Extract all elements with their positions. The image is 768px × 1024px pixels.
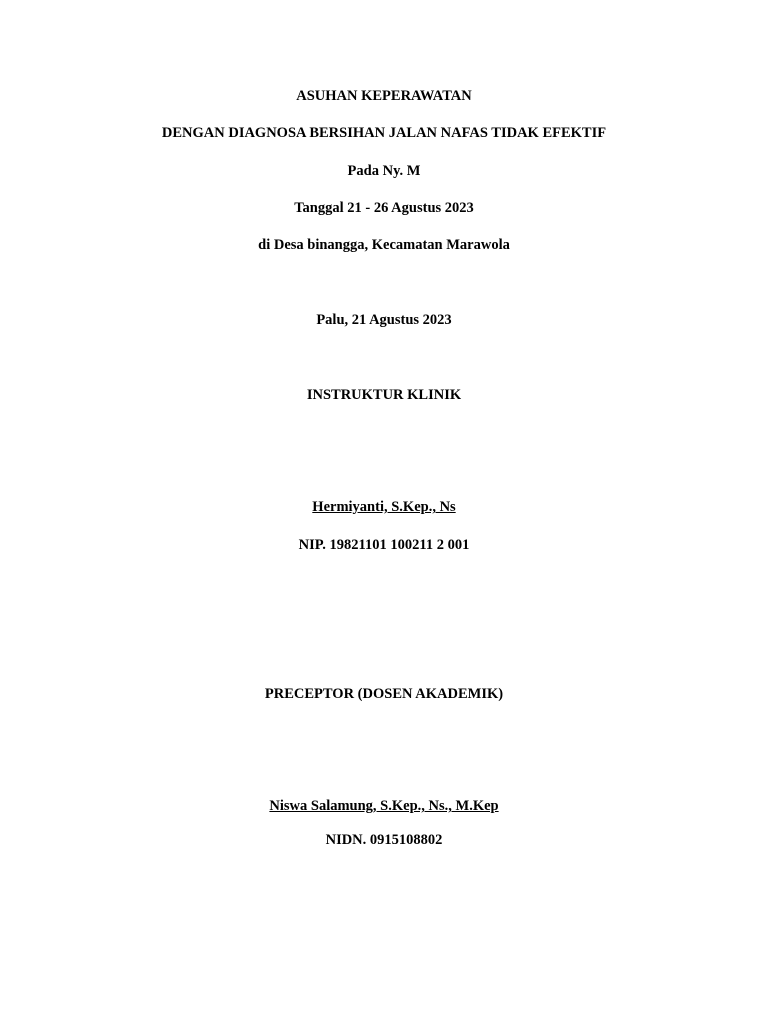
document-title: ASUHAN KEPERAWATAN xyxy=(296,88,472,104)
date-range-line: Tanggal 21 - 26 Agustus 2023 xyxy=(294,200,474,216)
preceptor-role: PRECEPTOR (DOSEN AKADEMIK) xyxy=(264,686,504,702)
location-line: di Desa binangga, Kecamatan Marawola xyxy=(258,237,510,253)
preceptor-name: Niswa Salamung, S.Kep., Ns., M.Kep xyxy=(269,798,499,814)
clinical-instructor-role: INSTRUKTUR KLINIK xyxy=(306,387,462,403)
patient-line: Pada Ny. M xyxy=(347,163,421,179)
clinical-instructor-name: Hermiyanti, S.Kep., Ns xyxy=(312,499,456,515)
clinical-instructor-nip: NIP. 19821101 100211 2 001 xyxy=(298,537,470,553)
diagnosis-line: DENGAN DIAGNOSA BERSIHAN JALAN NAFAS TIDAK EFEKTIF xyxy=(161,125,607,141)
preceptor-nidn: NIDN. 0915108802 xyxy=(325,832,443,848)
place-date-line: Palu, 21 Agustus 2023 xyxy=(316,312,452,328)
